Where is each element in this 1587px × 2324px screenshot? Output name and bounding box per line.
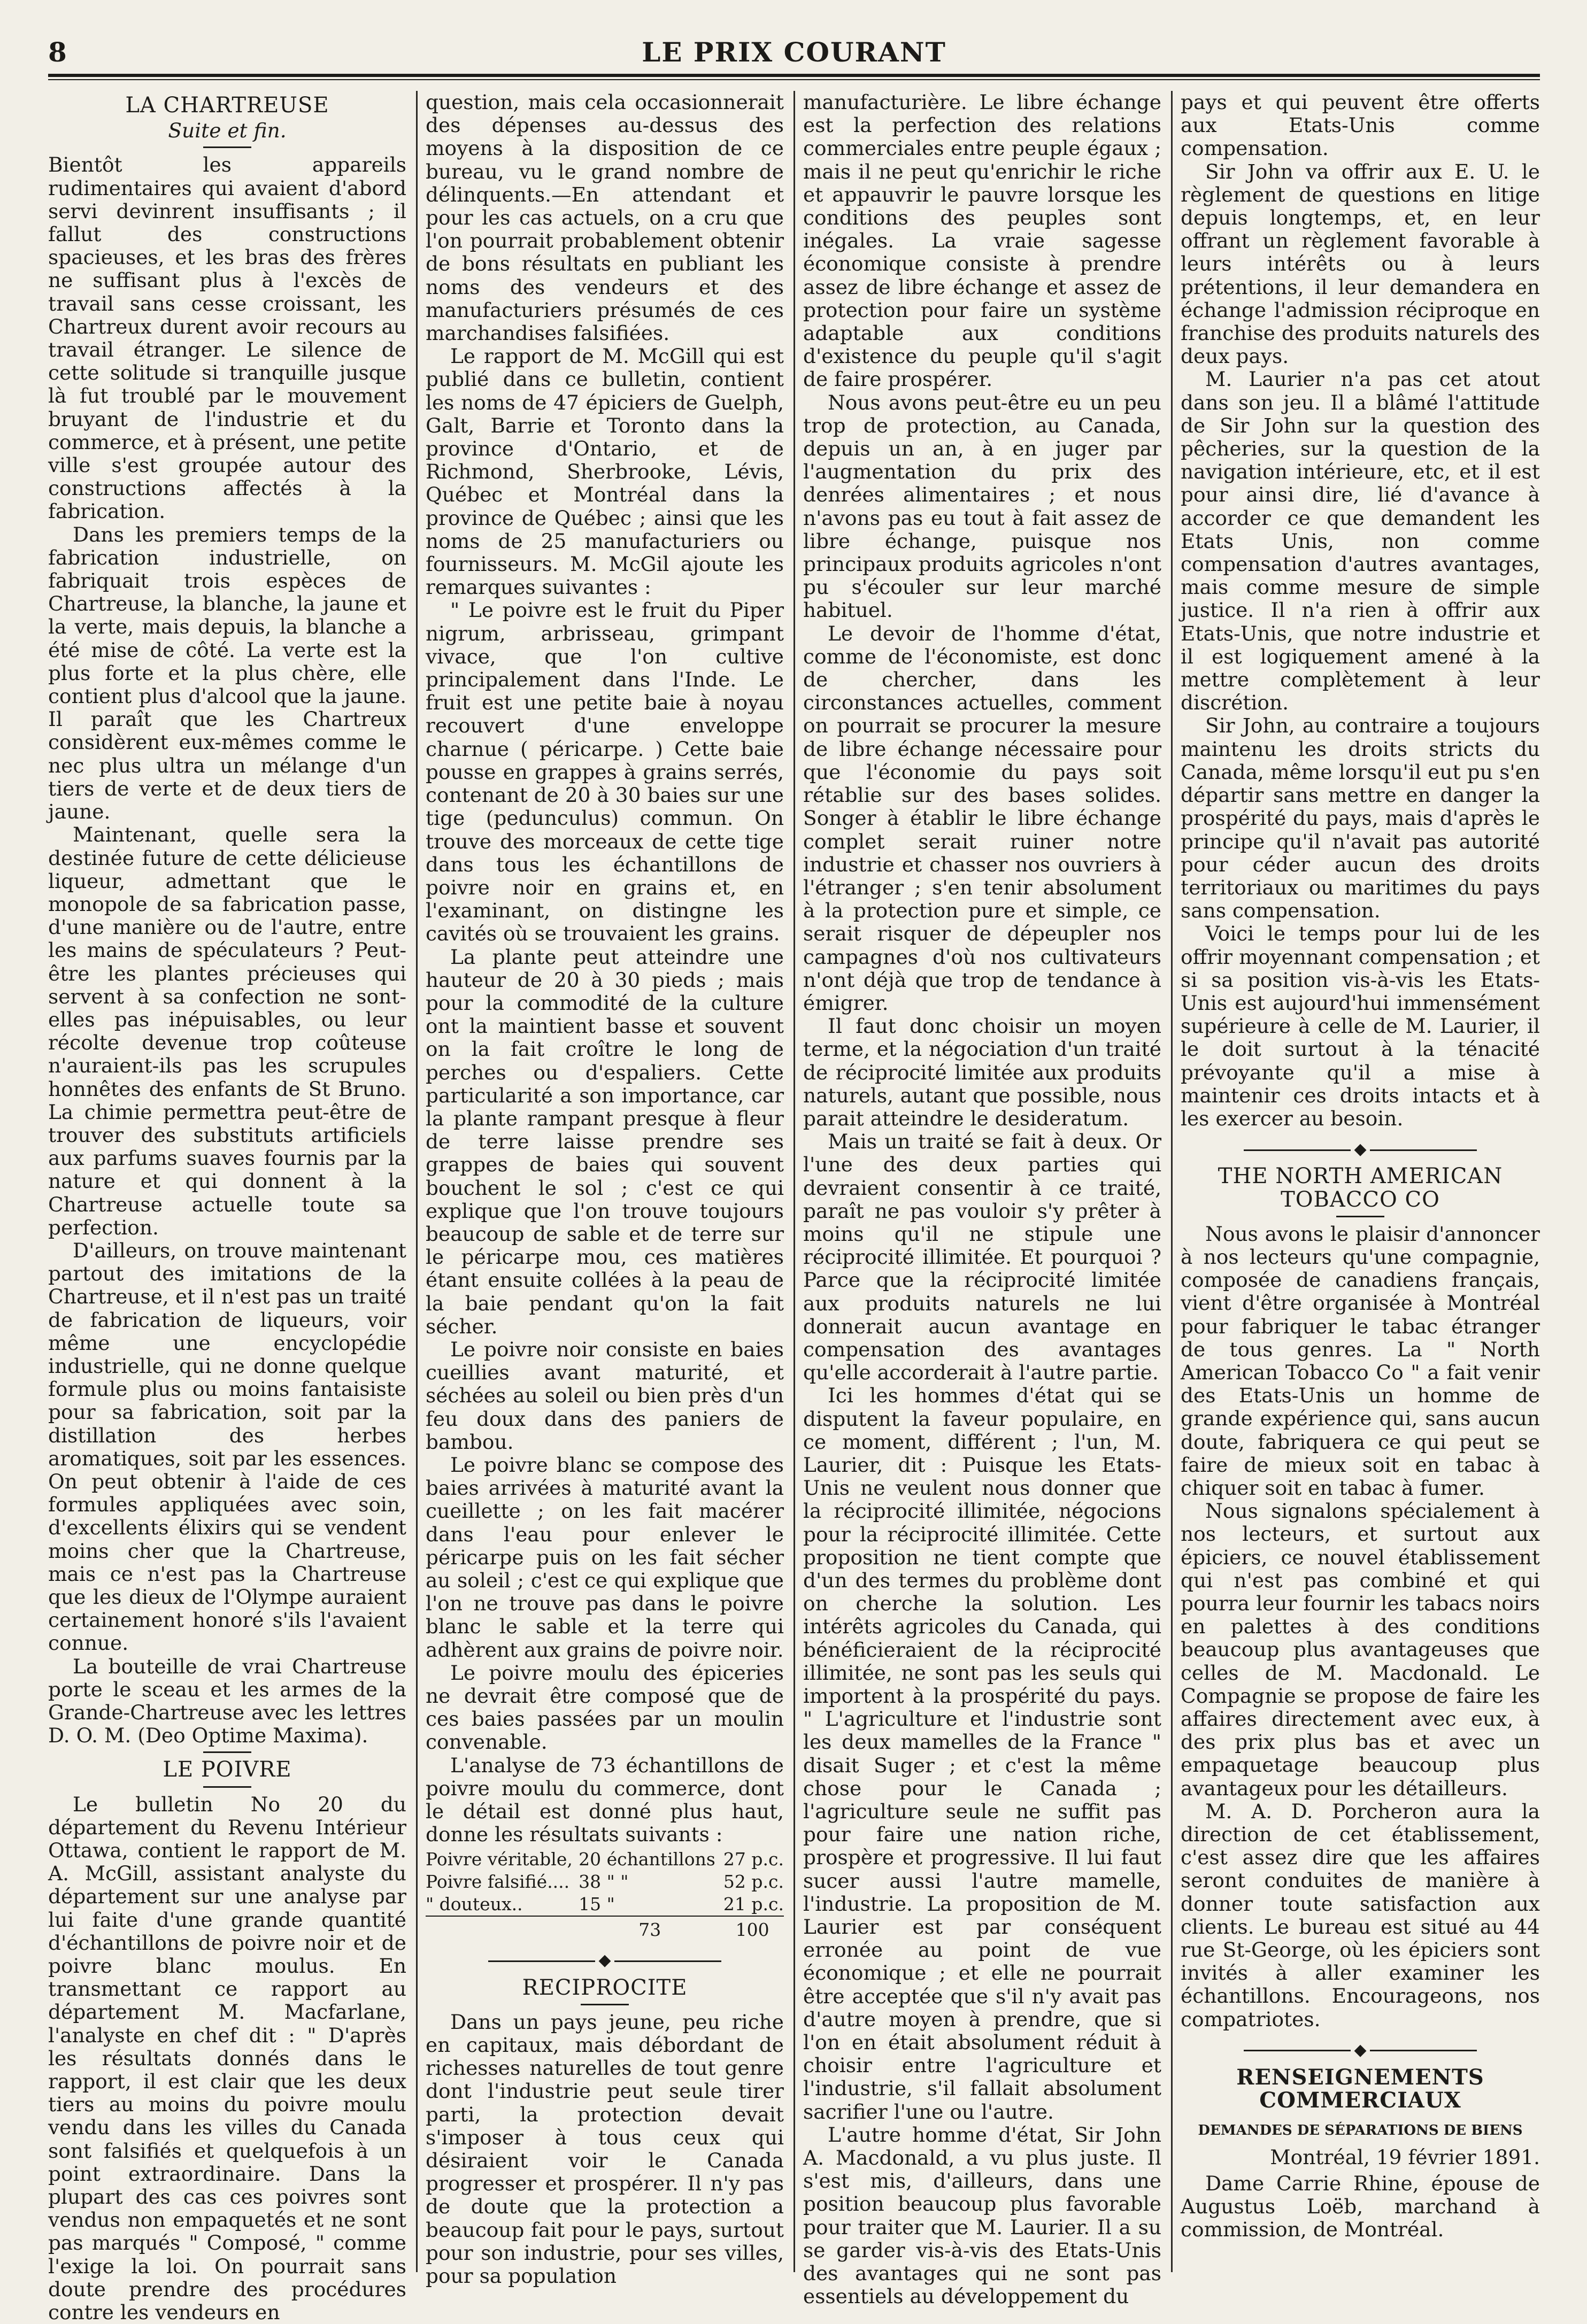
paragraph: Voici le temps pour lui de les offrir moyennant compensation ; et si sa position vis-à-vis les Etats-Unis est aujourd'hui immensément supérieure à celle de M. Laurier, il le doit surtout à la ténacité prévoyante qu'il a mise à maintenir ces droits intacts et à les exercer au besoin. bbox=[1181, 922, 1540, 1130]
table-cell bbox=[426, 1916, 579, 1941]
table-cell: " douteux.. bbox=[426, 1894, 523, 1915]
table-cell: 27 p.c. bbox=[723, 1849, 784, 1870]
article-title-chartreuse: LA CHARTREUSE bbox=[125, 93, 329, 118]
paragraph: La plante peut atteindre une hauteur de 20 à 30 pieds ; mais pour la commodité de la culture ont la maintient basse et souvent on la fait croître le long de perches ou d'espaliers. Cette particularité a son importance, car la plante rampant presque à fleur de terre laisse prendre ses grappes de baies qui souvent bouchent le sol ; c'est ce qui explique que l'on trouve toujours beaucoup de sable et de terre sur le péricarpe mou, ces matières étant ensuite collées à la peau de la baie pendant qu'on la fait sécher. bbox=[426, 945, 784, 1338]
paragraph: Le bulletin No 20 du département du Revenu Intérieur Ottawa, contient le rapport de M. A. McGill, assistant analyste du département sur une analyse par lui faite d'une grande quantité d'échantillons de poivre noir et de poivre blanc moulus. En transmettant ce rapport au département M. Macfarlane, l'analyste en chef dit : " D'après les résultats donnés dans le rapport, il est clair que les deux tiers au moins du poivre moulu vendu dans les villes du Canada sont falsifiés et quelquefois à un point extraordinaire. Dans la plupart des cas ces poivres sont vendus non empaquetés et ne sont pas marqués " Composé, " comme l'exige la loi. On pourrait sans doute prendre des procédures contre les vendeurs en bbox=[48, 1792, 406, 2324]
paragraph: Nous signalons spécialement à nos lecteurs, et surtout aux épiciers, ce nouvel établissement qui n'est pas combiné et qui pourra leur fournir les tabacs noirs en palettes à des conditions beaucoup plus avantageuses que celles de M. Macdonald. Le Compagnie se propose de faire les affaires directement avec eux, à des prix plus bas et avec un empaquetage beaucoup plus avantageux pour les détailleurs. bbox=[1181, 1499, 1540, 1800]
table-cell: 15 " bbox=[579, 1894, 615, 1915]
table-total-row bbox=[426, 1916, 784, 1941]
paragraph: M. Laurier n'a pas cet atout dans son jeu. Il a blâmé l'attitude de Sir John sur la question des pêcheries, sur la question de la navigation intérieure, etc, et il est pour ainsi dire, lié d'avance à accorder ce que demandent les Etats Unis, non comme compensation d'autres avantages, mais comme mesure de simple justice. Il n'a rien à offrir aux Etats-Unis, que notre industrie et il est logiquement amené à la mettre complètement à leur discrétion. bbox=[1181, 367, 1540, 715]
short-rule bbox=[203, 1751, 251, 1753]
paragraph: Dans les premiers temps de la fabrication industrielle, on fabriquait trois espèces de Chartreuse, la blanche, la jaune et la verte, mais depuis, la blanche a été mise de côté. La verte est la plus forte et la plus chère, elle contient plus d'alcool que la jaune. Il paraît que les Chartreux considèrent eux-mêmes comme le nec plus ultra un mélange d'un tiers de verte et de deux tiers de jaune. bbox=[48, 522, 406, 824]
paragraph: L'analyse de 73 échantillons de poivre moulu du commerce, dont le détail est donné plus haut, donne les résultats suivants : bbox=[426, 1753, 784, 1847]
short-rule bbox=[203, 146, 251, 148]
paragraph: Il faut donc choisir un moyen terme, et la négociation d'un traité de réciprocité limitée aux produits naturels, autant que possible, nous parait atteindre le desideratum. bbox=[803, 1014, 1161, 1130]
article-title-reciprocite: RECIPROCITE bbox=[522, 1975, 688, 2000]
ornament-divider: ◆ bbox=[426, 1949, 784, 1972]
column-2 bbox=[426, 90, 784, 2288]
column-1 bbox=[48, 91, 406, 2324]
paragraph: La bouteille de vrai Chartreuse porte le sceau et les armes de la Grande-Chartreuse avec les lettres D. O. M. (Deo Optime Maxima). bbox=[48, 1654, 406, 1748]
page-number: 8 bbox=[48, 36, 67, 68]
paragraph: Le poivre noir consiste en baies cueillies avant maturité, et séchées au soleil ou bien près d'un feu doux dans des paniers de bambou. bbox=[426, 1337, 784, 1454]
table-row bbox=[426, 1871, 784, 1893]
article-title-renseignements: RENSEIGNEMENTS COMMERCIAUX bbox=[1236, 2065, 1484, 2113]
paragraph: Le poivre blanc se compose des baies arrivées à maturité avant la cueillette ; on les fait macérer dans l'eau pour enlever le péricarpe puis on les fait sécher au soleil ; c'est ce qui explique que l'on ne trouve pas dans le poivre blanc le sable et la terre qui adhèrent aux grains de poivre noir. bbox=[426, 1453, 784, 1662]
article-title-tobacco: THE NORTH AMERICAN TOBACCO CO bbox=[1218, 1164, 1503, 1212]
pepper-results-table bbox=[426, 1848, 784, 1941]
table-row bbox=[426, 1848, 784, 1871]
paragraph: question, mais cela occasionnerait des dépenses au-dessus des moyens à la disposition de ce bureau, vu le grand nombre de délinquents.—En attendant et pour les cas actuels, on a cru que l'on pourrait probablement obtenir de bons résultats en publiant les noms des vendeurs et des manufacturiers présumés de ces marchandises falsifiées. bbox=[426, 90, 784, 345]
paragraph: Dans un pays jeune, peu riche en capitaux, mais débordant de richesses naturelles de tout genre dont l'industrie peut seule tirer parti, la protection devait s'imposer à tous ceux qui désiraient voir le Canada progresser et prospérer. Il n'y pas de doute que la protection a beaucoup fait pour le pays, surtout pour son industrie, pour ses villes, pour sa population bbox=[426, 2010, 784, 2288]
paragraph: Nous avons peut-être eu un peu trop de protection, au Canada, depuis un an, à en juger par l'augmentation du prix des denrées alimentaires ; et nous n'avons pas eu tout à fait assez de libre échange, puisque nos principaux produits agricoles n'ont pu s'écouler sur leur marché habituel. bbox=[803, 390, 1161, 622]
table-row bbox=[426, 1893, 784, 1916]
paragraph: D'ailleurs, on trouve maintenant partout des imitations de la Chartreuse, et il n'est pas un traité de fabrication de liqueurs, voir même une encyclopédie industrielle, qui ne donne quelque formule plus ou moins fantaisiste pour sa fabrication, soit par la distillation des herbes aromatiques, soit par les essences. On peut obtenir à l'aide de ces formules appliquées avec soin, d'excellents élixirs qui se vendent moins cher que la Chartreuse, mais ce n'est pas la Chartreuse que les dieux de l'Olympe auraient certainement honoré s'ils l'avaient connue. bbox=[48, 1238, 406, 1655]
dateline: Montréal, 19 février 1891. bbox=[1270, 2145, 1540, 2169]
paragraph: Le devoir de l'homme d'état, comme de l'économiste, est donc de chercher, dans les circonstances actuelles, comment on pourrait se procurer la mesure de libre échange nécessaire pour que l'économie du pays soit rétablie sur des bases solides. Songer à établir le libre échange complet serait ruiner notre industrie et chasser nos ouvriers à l'étranger ; s'en tenir absolument à la protection pure et simple, ce serait risquer de dépeupler nos campagnes d'où nos cultivateurs n'ont déjà que trop de tendance à émigrer. bbox=[803, 621, 1161, 1015]
page-header bbox=[48, 32, 1540, 75]
short-rule bbox=[581, 2004, 629, 2005]
paragraph: Sir John, au contraire a toujours maintenu les droits stricts du Canada, même lorsqu'il eut pu s'en départir sans mettre en danger la prospérité du pays, mais d'après le principe qu'il n'avait pas autorité pour céder aucun des droits territoriaux ou maritimes du pays sans compensation. bbox=[1181, 714, 1540, 923]
table-cell: 38 " " bbox=[579, 1871, 629, 1893]
paragraph: M. A. D. Porcheron aura la direction de cet établissement, c'est assez dire que les affaires seront conduites de manière à donner toute satisfaction aux clients. Le bureau est situé au 44 rue St-George, où les épiciers sont invités à aller examiner les échantillons. Encourageons, nos compatriotes. bbox=[1181, 1799, 1540, 2031]
ornament-divider: ◆ bbox=[1181, 1138, 1540, 1161]
header-rule bbox=[48, 74, 1540, 77]
paragraph: Nous avons le plaisir d'annoncer à nos lecteurs qu'une compagnie, composée de canadiens français, vient d'être organisée à Montréal pour fabriquer le tabac étranger de tous genres. La " North American Tobacco Co " a fait venir des Etats-Unis un homme de grande expérience qui, sans aucun doute, fabriquera ce qui peut se faire de mieux soit en tabac à chiquer soit en tabac à fumer. bbox=[1181, 1222, 1540, 1500]
column-3 bbox=[803, 90, 1161, 2308]
paragraph: Maintenant, quelle sera la destinée future de cette délicieuse liqueur, admettant que le monopole de sa fabrication passe, d'une manière ou de l'autre, entre les mains de spéculateurs ? Peut-être les plantes précieuses qui servent à sa confection ne sont-elles pas inépuisables, ou leur récolte devenue trop coûteuse n'auraient-ils pas les scrupules honnêtes des enfants de St Bruno. La chimie permettra peut-être de trouver des substituts artificiels aux parfums suaves fournis par la nature et qui donnent à la Chartreuse actuelle toute sa perfection. bbox=[48, 823, 406, 1239]
column-divider bbox=[416, 91, 418, 2272]
newspaper-page bbox=[48, 32, 1540, 2324]
paragraph: Le rapport de M. McGill qui est publié dans ce bulletin, contient les noms de 47 épiciers de Guelph, Galt, Barrie et Toronto dans la province d'Ontario, et de Richmond, Sherbrooke, Lévis, Québec et Montréal dans la province de Québec ; ainsi que les noms de 25 manufacturiers ou fournisseurs. M. McGil ajoute les remarques suivantes : bbox=[426, 344, 784, 599]
table-cell: Poivre véritable, bbox=[426, 1849, 573, 1870]
short-rule bbox=[203, 1786, 251, 1788]
table-total-percent: 100 bbox=[721, 1916, 784, 1941]
paragraph: Bientôt les appareils rudimentaires qui avaient d'abord servi devinrent insuffisants ; il fallut des constructions spacieuses, et les bras des frères ne suffisant plus à l'excès de travail sans cesse croissant, les Chartreux durent avoir recours au travail étranger. Le silence de cette solitude si tranquille jusque là fut troublé par le mouvement bruyant de l'industrie et du commerce, et à présent, une petite ville s'est groupée autour des constructions affectés à la fabrication. bbox=[48, 153, 406, 523]
paragraph: Le poivre moulu des épiceries ne devrait être composé que de ces baies passées par un moulin convenable. bbox=[426, 1661, 784, 1754]
paragraph: L'autre homme d'état, Sir John A. Macdonald, a vu plus juste. Il s'est mis, d'ailleurs, dans une position beaucoup plus favorable pour traiter que M. Laurier. Il a su se garder vis-à-vis des Etats-Unis des avantages qui ne sont pas essentiels au développement du bbox=[803, 2122, 1161, 2308]
table-cell: 20 échantillons bbox=[579, 1849, 715, 1870]
column-divider bbox=[1171, 91, 1173, 2272]
table-total-count: 73 bbox=[579, 1916, 721, 1941]
paragraph: Dame Carrie Rhine, épouse de Augustus Loëb, marchand à commission, de Montréal. bbox=[1181, 2171, 1540, 2242]
column-divider bbox=[794, 91, 795, 2272]
ornament-divider: ◆ bbox=[1181, 2039, 1540, 2062]
header-rule-thin bbox=[48, 79, 1540, 80]
journal-title: LE PRIX COURANT bbox=[642, 36, 946, 68]
paragraph: Mais un traité se fait à deux. Or l'une des deux parties qui devraient consentir à ce traité, paraît ne pas vouloir s'y prêter à moins qu'il ne stipule une réciprocité illimitée. Et pourquoi ? Parce que la réciprocité limitée aux produits naturels ne lui donnerait aucun avantage en compensation des avantages qu'elle accorderait à l'autre partie. bbox=[803, 1130, 1161, 1385]
short-rule bbox=[1336, 1216, 1384, 1217]
table-cell: Poivre falsifié.... bbox=[426, 1871, 570, 1893]
column-4 bbox=[1181, 91, 1540, 2272]
table-cell: 21 p.c. bbox=[723, 1894, 784, 1915]
paragraph: " Le poivre est le fruit du Piper nigrum, arbrisseau, grimpant vivace, que l'on cultive principalement dans l'Inde. Le fruit est une petite baie à noyau recouvert d'une enveloppe charnue ( péricarpe. ) Cette baie pousse en grappes à grains serrés, contenant de 20 à 30 baies sur une tige (pedunculus) commun. On trouve des morceaux de cette tige dans tous les échantillons de poivre noir en grains et, en l'examinant, on distingne les cavités où se trouvaient les grains. bbox=[426, 598, 784, 946]
table-cell: 52 p.c. bbox=[723, 1871, 784, 1893]
article-title-poivre: LE POIVRE bbox=[163, 1757, 292, 1782]
paragraph: Sir John va offrir aux E. U. le règlement de questions en litige depuis longtemps, et, en leur offrant un règlement favorable à leurs intérêts ou à leurs prétentions, il leur demandera en échange l'admission réciproque en franchise des produits naturels des deux pays. bbox=[1181, 159, 1540, 368]
article-subtitle: Suite et fin. bbox=[168, 119, 287, 143]
paragraph: manufacturière. Le libre échange est la perfection des relations commerciales entre peuple égaux ; mais il ne peut qu'enrichir le riche et appauvrir le pauvre lorsque les conditions des peuples sont inégales. La vraie sagesse économique consiste à prendre assez de libre échange et assez de protection pour faire un système adaptable aux conditions d'existence du peuple qu'il s'agit de faire prospérer. bbox=[803, 90, 1161, 391]
paragraph: Ici les hommes d'état qui se disputent la faveur populaire, en ce moment, différent ; l'un, M. Laurier, dit : Puisque les Etats-Unis ne veulent nous donner que la réciprocité illimitée, négocions pour la réciprocité illimitée. Cette proposition ne tient compte que d'un des termes du problème dont on cherche la solution. Les intérêts agricoles du Canada, qui bénéficieraient de la réciprocité illimitée, ne sont pas les seuls qui importent à la prospérité du pays. " L'agriculture et l'industrie sont les deux mamelles de la France " disait Suger ; et c'est la même chose pour le Canada ; l'agriculture seule ne suffit pas pour faire une nation riche, prospère et progressive. Il lui faut sucer aussi l'autre mamelle, l'industrie. La proposition de M. Laurier est par conséquent erronée au point de vue économique ; et elle ne pourrait être acceptée que s'il n'y avait pas d'autre moyen à prendre, que si l'on en était absolument réduit à choisir entre l'agriculture et l'industrie, s'il fallait absolument sacrifier l'une ou l'autre. bbox=[803, 1384, 1161, 2124]
section-subheading: DEMANDES DE SÉPARATIONS DE BIENS bbox=[1198, 2122, 1523, 2139]
paragraph: pays et qui peuvent être offerts aux Etats-Unis comme compensation. bbox=[1181, 90, 1540, 160]
